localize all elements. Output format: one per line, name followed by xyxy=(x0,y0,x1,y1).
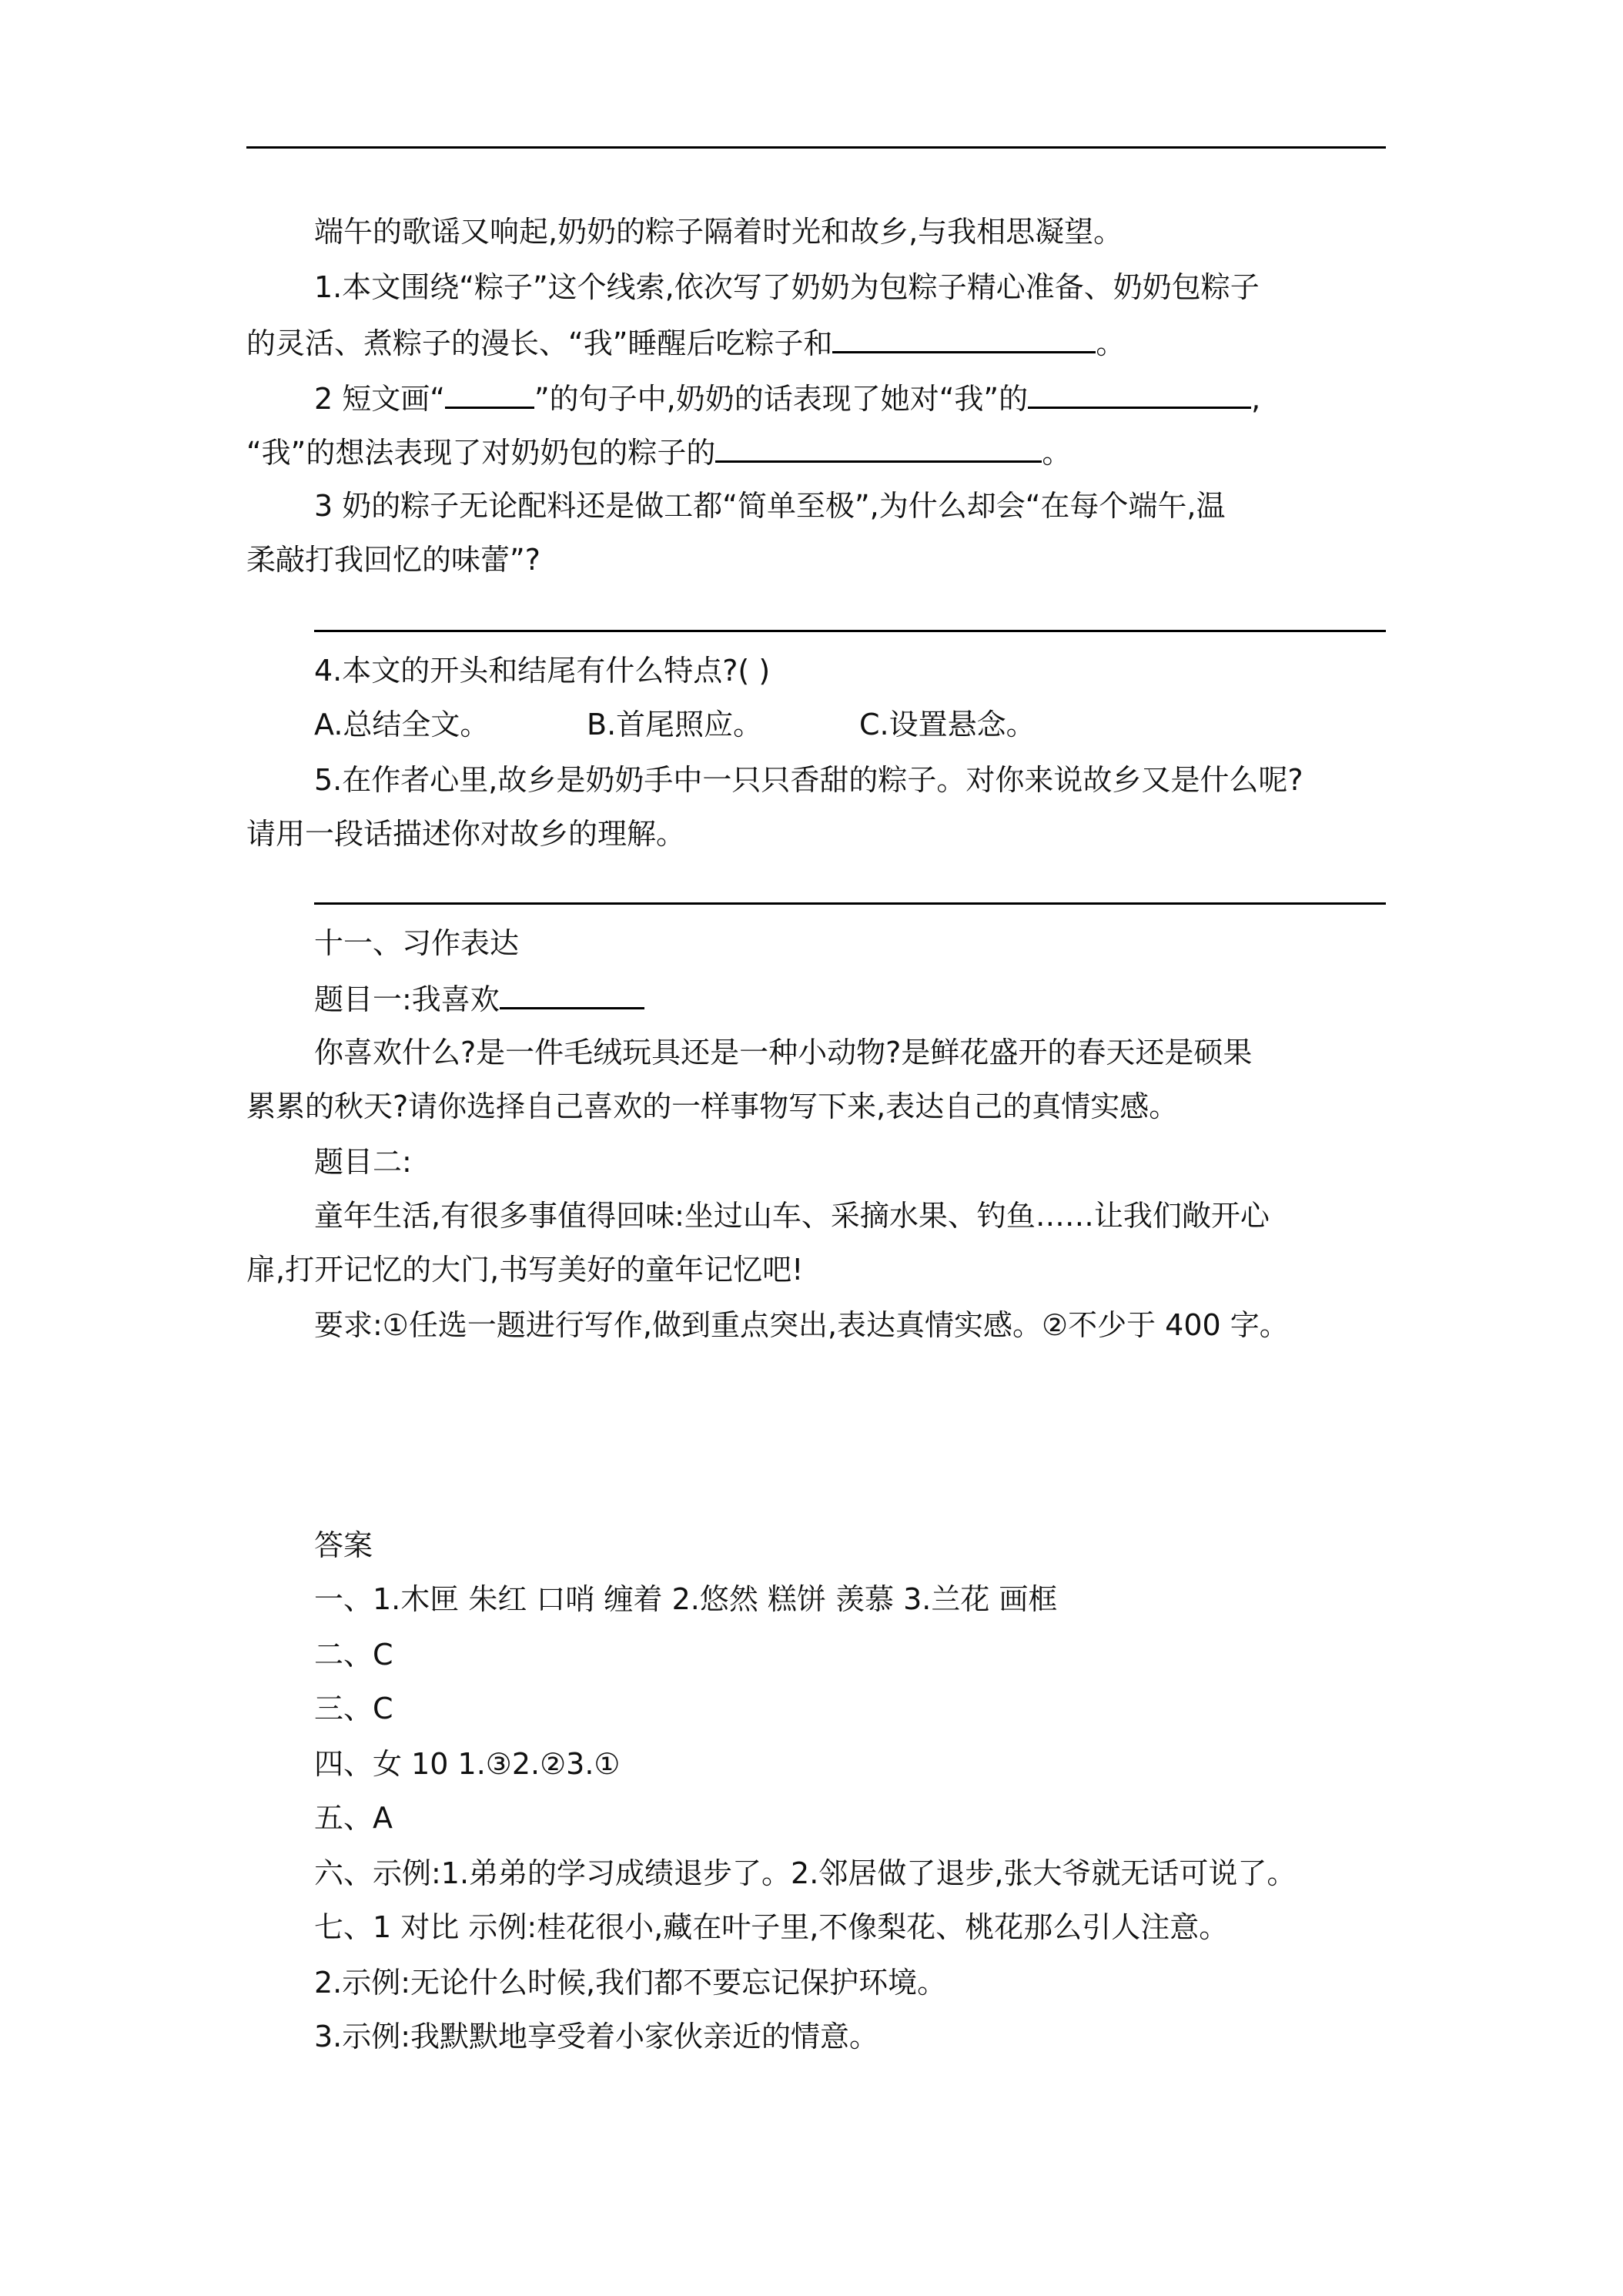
answer-item: 四、女 10 1.③2.②3.① xyxy=(314,1747,621,1781)
question-2-prefix: 2 短文画“ xyxy=(314,382,445,416)
question-5-line-1: 5.在作者心里,故乡是奶奶手中一只只香甜的粽子。对你来说故乡又是什么呢? xyxy=(314,763,1303,797)
option-a[interactable]: A.总结全文。 xyxy=(314,708,490,741)
question-2-answer-blank-2[interactable] xyxy=(715,431,1042,463)
question-3-line-1: 3 奶的粽子无论配料还是做工都“简单至极”,为什么却会“在每个端午,温 xyxy=(314,489,1226,523)
question-2-mid: ”的句子中,奶奶的话表现了她对“我”的 xyxy=(534,382,1029,416)
question-5-answer-line[interactable] xyxy=(314,902,1386,905)
topic-1-label: 题目一:我喜欢 xyxy=(314,982,500,1016)
passage-last-paragraph: 端午的歌谣又响起,奶奶的粽子隔着时光和故乡,与我相思凝望。 xyxy=(314,215,1123,249)
question-2-end: , xyxy=(1251,382,1261,416)
question-2-line-1 xyxy=(314,377,1386,418)
question-1-end: 。 xyxy=(1096,326,1126,360)
question-1-line-1: 1.本文围绕“粽子”这个线索,依次写了奶奶为包粽子精心准备、奶奶包粽子 xyxy=(314,270,1260,304)
question-2-mark-blank xyxy=(445,377,534,409)
topic-2-desc-line-1: 童年生活,有很多事值得回味:坐过山车、采摘水果、钓鱼……让我们敞开心 xyxy=(314,1199,1270,1233)
question-2-end-2: 。 xyxy=(1042,436,1072,470)
option-b[interactable]: B.首尾照应。 xyxy=(587,708,763,741)
answer-item: 3.示例:我默默地享受着小家伙亲近的情意。 xyxy=(314,2020,879,2053)
question-3-answer-line[interactable] xyxy=(314,630,1386,632)
question-3-line-2: 柔敲打我回忆的味蕾”? xyxy=(246,543,540,577)
question-4-options xyxy=(314,705,1386,744)
question-1-text: 的灵活、煮粽子的漫长、“我”睡醒后吃粽子和 xyxy=(246,326,833,360)
answer-item: 三、C xyxy=(314,1692,393,1725)
answers-heading: 答案 xyxy=(314,1528,373,1562)
topic-1-title xyxy=(314,978,1386,1019)
header-rule xyxy=(246,146,1386,149)
question-2-line-2 xyxy=(246,431,1386,472)
topic-1-desc-line-1: 你喜欢什么?是一件毛绒玩具还是一种小动物?是鲜花盛开的春天还是硕果 xyxy=(314,1036,1253,1069)
topic-1-blank[interactable] xyxy=(500,978,644,1009)
topic-2-desc-line-2: 扉,打开记忆的大门,书写美好的童年记忆吧! xyxy=(246,1253,804,1287)
answer-item: 五、A xyxy=(314,1801,393,1835)
writing-requirement: 要求:①任选一题进行写作,做到重点突出,表达真情实感。②不少于 400 字。 xyxy=(314,1308,1289,1342)
answer-item: 七、1 对比 示例:桂花很小,藏在叶子里,不像梨花、桃花那么引人注意。 xyxy=(314,1910,1229,1944)
topic-2-title: 题目二: xyxy=(314,1145,412,1179)
writing-heading: 十一、习作表达 xyxy=(314,926,520,960)
answer-item: 六、示例:1.弟弟的学习成绩退步了。2.邻居做了退步,张大爷就无话可说了。 xyxy=(314,1856,1297,1890)
answer-item: 一、1.木匣 朱红 口哨 缠着 2.悠然 糕饼 羡慕 3.兰花 画框 xyxy=(314,1582,1058,1616)
option-c[interactable]: C.设置悬念。 xyxy=(859,708,1036,741)
question-1-answer-blank[interactable] xyxy=(832,322,1096,353)
question-1-line-2 xyxy=(246,322,1386,363)
answer-item: 二、C xyxy=(314,1638,393,1672)
question-2-answer-blank-1[interactable] xyxy=(1028,377,1251,409)
question-4-text: 4.本文的开头和结尾有什么特点?( ) xyxy=(314,654,771,688)
topic-1-desc-line-2: 累累的秋天?请你选择自己喜欢的一样事物写下来,表达自己的真情实感。 xyxy=(246,1089,1179,1123)
answer-item: 2.示例:无论什么时候,我们都不要忘记保护环境。 xyxy=(314,1966,947,2000)
question-5-line-2: 请用一段话描述你对故乡的理解。 xyxy=(246,817,686,851)
question-2-text-2: “我”的想法表现了对奶奶包的粽子的 xyxy=(246,436,716,470)
